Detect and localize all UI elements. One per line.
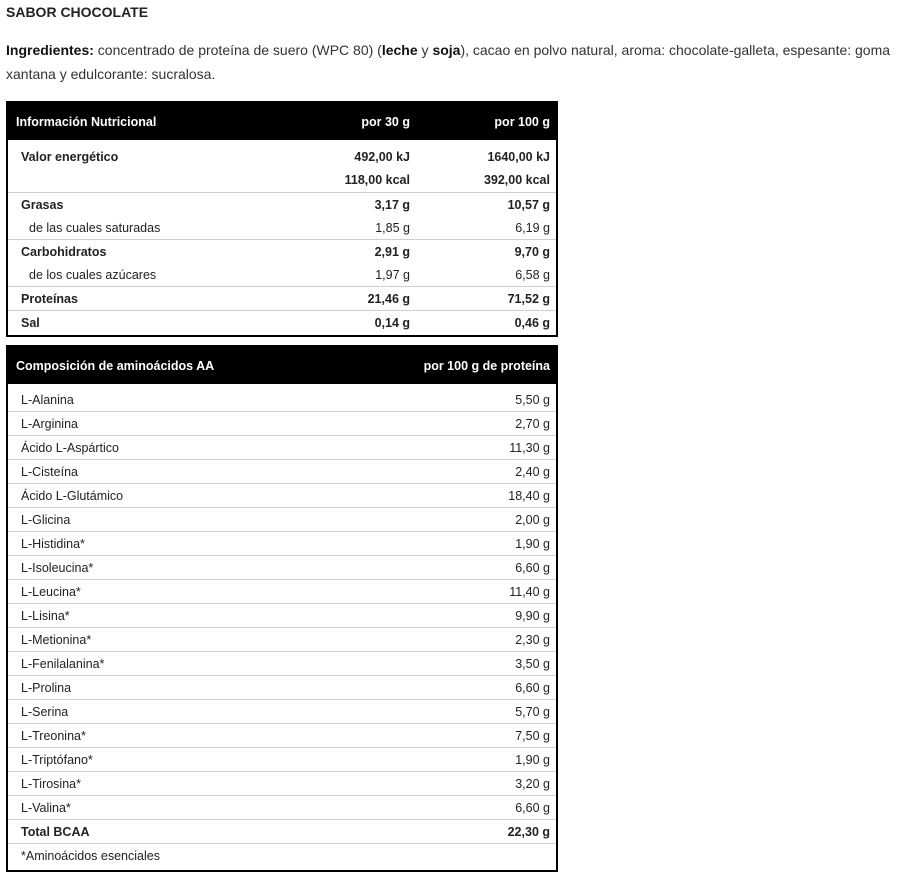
amino-row [8, 796, 556, 820]
amino-name: L-Alanina [21, 392, 74, 407]
amino-row [8, 460, 556, 484]
table-row [8, 216, 556, 240]
nutrient-value-100g: 6,19 g [515, 220, 550, 235]
nutrient-name: de los cuales azúcares [29, 267, 157, 282]
amino-total-name: Total BCAA [21, 824, 90, 839]
amino-row [8, 700, 556, 724]
nutrient-value-100g: 9,70 g [514, 244, 550, 259]
amino-row [8, 580, 556, 604]
amino-value: 7,50 g [515, 728, 550, 743]
nutrient-value-100g: 71,52 g [507, 291, 550, 306]
amino-row [8, 772, 556, 796]
amino-name: L-Fenilalanina* [21, 656, 105, 671]
nutrient-name: Sal [21, 315, 40, 330]
amino-name: L-Serina [21, 704, 69, 719]
essential-amino-note: *Aminoácidos esenciales [21, 849, 160, 863]
amino-name: L-Valina* [21, 800, 71, 815]
amino-name: L-Triptófano* [21, 752, 93, 767]
amino-header-per-100g-protein: por 100 g de proteína [423, 358, 550, 373]
nutrient-name: Proteínas [21, 291, 78, 306]
amino-row [8, 556, 556, 580]
amino-row [8, 628, 556, 652]
amino-name: L-Isoleucina* [21, 560, 94, 575]
amino-name: L-Treonina* [21, 728, 86, 743]
table-row [8, 140, 556, 168]
nutrient-value-30g: 3,17 g [374, 197, 410, 212]
amino-value: 9,90 g [515, 608, 550, 623]
amino-name: L-Leucina* [21, 584, 81, 599]
amino-value: 2,70 g [515, 416, 550, 431]
amino-rows [8, 384, 556, 820]
ingredients-part-1: concentrado de proteína de suero (WPC 80) ( [93, 42, 382, 58]
amino-row [8, 388, 556, 412]
nutrient-value-100g: 0,46 g [514, 315, 550, 330]
nutrient-name: Grasas [21, 197, 64, 212]
ingredients-part-3: ), cacao en polvo natural, aroma: chocolate-galleta, espesante: goma xantana y edulcorante: sucralosa. [6, 42, 891, 82]
amino-total-value: 22,30 g [507, 824, 550, 839]
ingredients-text [6, 38, 898, 86]
nutrient-value-100g: 1640,00 kJ [487, 150, 550, 164]
amino-row [8, 652, 556, 676]
amino-value: 1,90 g [515, 752, 550, 767]
amino-value: 2,30 g [515, 632, 550, 647]
table-row [8, 193, 556, 216]
amino-table-header [8, 347, 556, 384]
nutrition-header-per-30g: por 30 g [361, 114, 410, 129]
amino-value: 6,60 g [515, 560, 550, 575]
amino-row [8, 676, 556, 700]
nutrient-name: de las cuales saturadas [29, 220, 161, 235]
amino-total-row [8, 820, 556, 844]
amino-value: 6,60 g [515, 680, 550, 695]
amino-row [8, 532, 556, 556]
allergen-soy: soja [432, 42, 461, 58]
amino-row [8, 412, 556, 436]
amino-row [8, 508, 556, 532]
amino-name: L-Arginina [21, 416, 78, 431]
nutrient-value-30g: 2,91 g [374, 244, 410, 259]
table-row [8, 168, 556, 193]
nutrient-value-30g: 0,14 g [374, 315, 410, 330]
amino-row [8, 484, 556, 508]
table-row [8, 311, 556, 334]
table-row [8, 287, 556, 311]
amino-name: L-Glicina [21, 512, 71, 527]
amino-acid-table [6, 345, 558, 872]
amino-value: 3,20 g [515, 776, 550, 791]
amino-value: 5,50 g [515, 392, 550, 407]
nutrient-value-100g: 392,00 kcal [483, 173, 550, 187]
amino-value: 2,40 g [515, 464, 550, 479]
amino-row [8, 604, 556, 628]
amino-name: L-Histidina* [21, 536, 85, 551]
amino-value: 18,40 g [508, 488, 550, 503]
nutrition-table-header [8, 103, 556, 140]
table-row [8, 263, 556, 287]
nutrient-name: Carbohidratos [21, 244, 107, 259]
amino-name: L-Prolina [21, 680, 72, 695]
amino-value: 11,40 g [509, 584, 550, 599]
nutrition-table [6, 101, 558, 337]
amino-value: 11,30 g [509, 440, 550, 455]
nutrient-value-30g: 118,00 kcal [344, 173, 410, 187]
allergen-milk: leche [381, 42, 418, 58]
page-title: SABOR CHOCOLATE [6, 4, 149, 20]
amino-value: 2,00 g [515, 512, 550, 527]
amino-name: Ácido L-Aspártico [21, 440, 119, 455]
nutrient-value-30g: 21,46 g [367, 291, 410, 306]
ingredients-label: Ingredientes: [6, 42, 94, 58]
amino-value: 6,60 g [515, 800, 550, 815]
amino-name: Ácido L-Glutámico [21, 488, 124, 503]
nutrient-value-30g: 1,97 g [375, 267, 410, 282]
amino-name: L-Tirosina* [21, 776, 81, 791]
nutrient-value-30g: 1,85 g [375, 220, 410, 235]
nutrient-value-100g: 6,58 g [515, 267, 550, 282]
amino-value: 3,50 g [515, 656, 550, 671]
amino-value: 1,90 g [515, 536, 550, 551]
amino-row [8, 748, 556, 772]
table-row [8, 240, 556, 263]
amino-row [8, 724, 556, 748]
nutrient-name: Valor energético [21, 150, 119, 164]
amino-name: L-Metionina* [21, 632, 92, 647]
amino-name: L-Lisina* [21, 608, 70, 623]
ingredients-part-2: y [417, 42, 433, 58]
amino-row [8, 436, 556, 460]
amino-name: L-Cisteína [21, 464, 78, 479]
nutrient-value-30g: 492,00 kJ [354, 150, 410, 164]
nutrition-header-per-100g: por 100 g [494, 114, 550, 129]
nutrient-value-100g: 10,57 g [507, 197, 550, 212]
amino-header-name: Composición de aminoácidos AA [16, 358, 215, 373]
nutrition-header-name: Información Nutricional [16, 114, 157, 129]
amino-value: 5,70 g [515, 704, 550, 719]
